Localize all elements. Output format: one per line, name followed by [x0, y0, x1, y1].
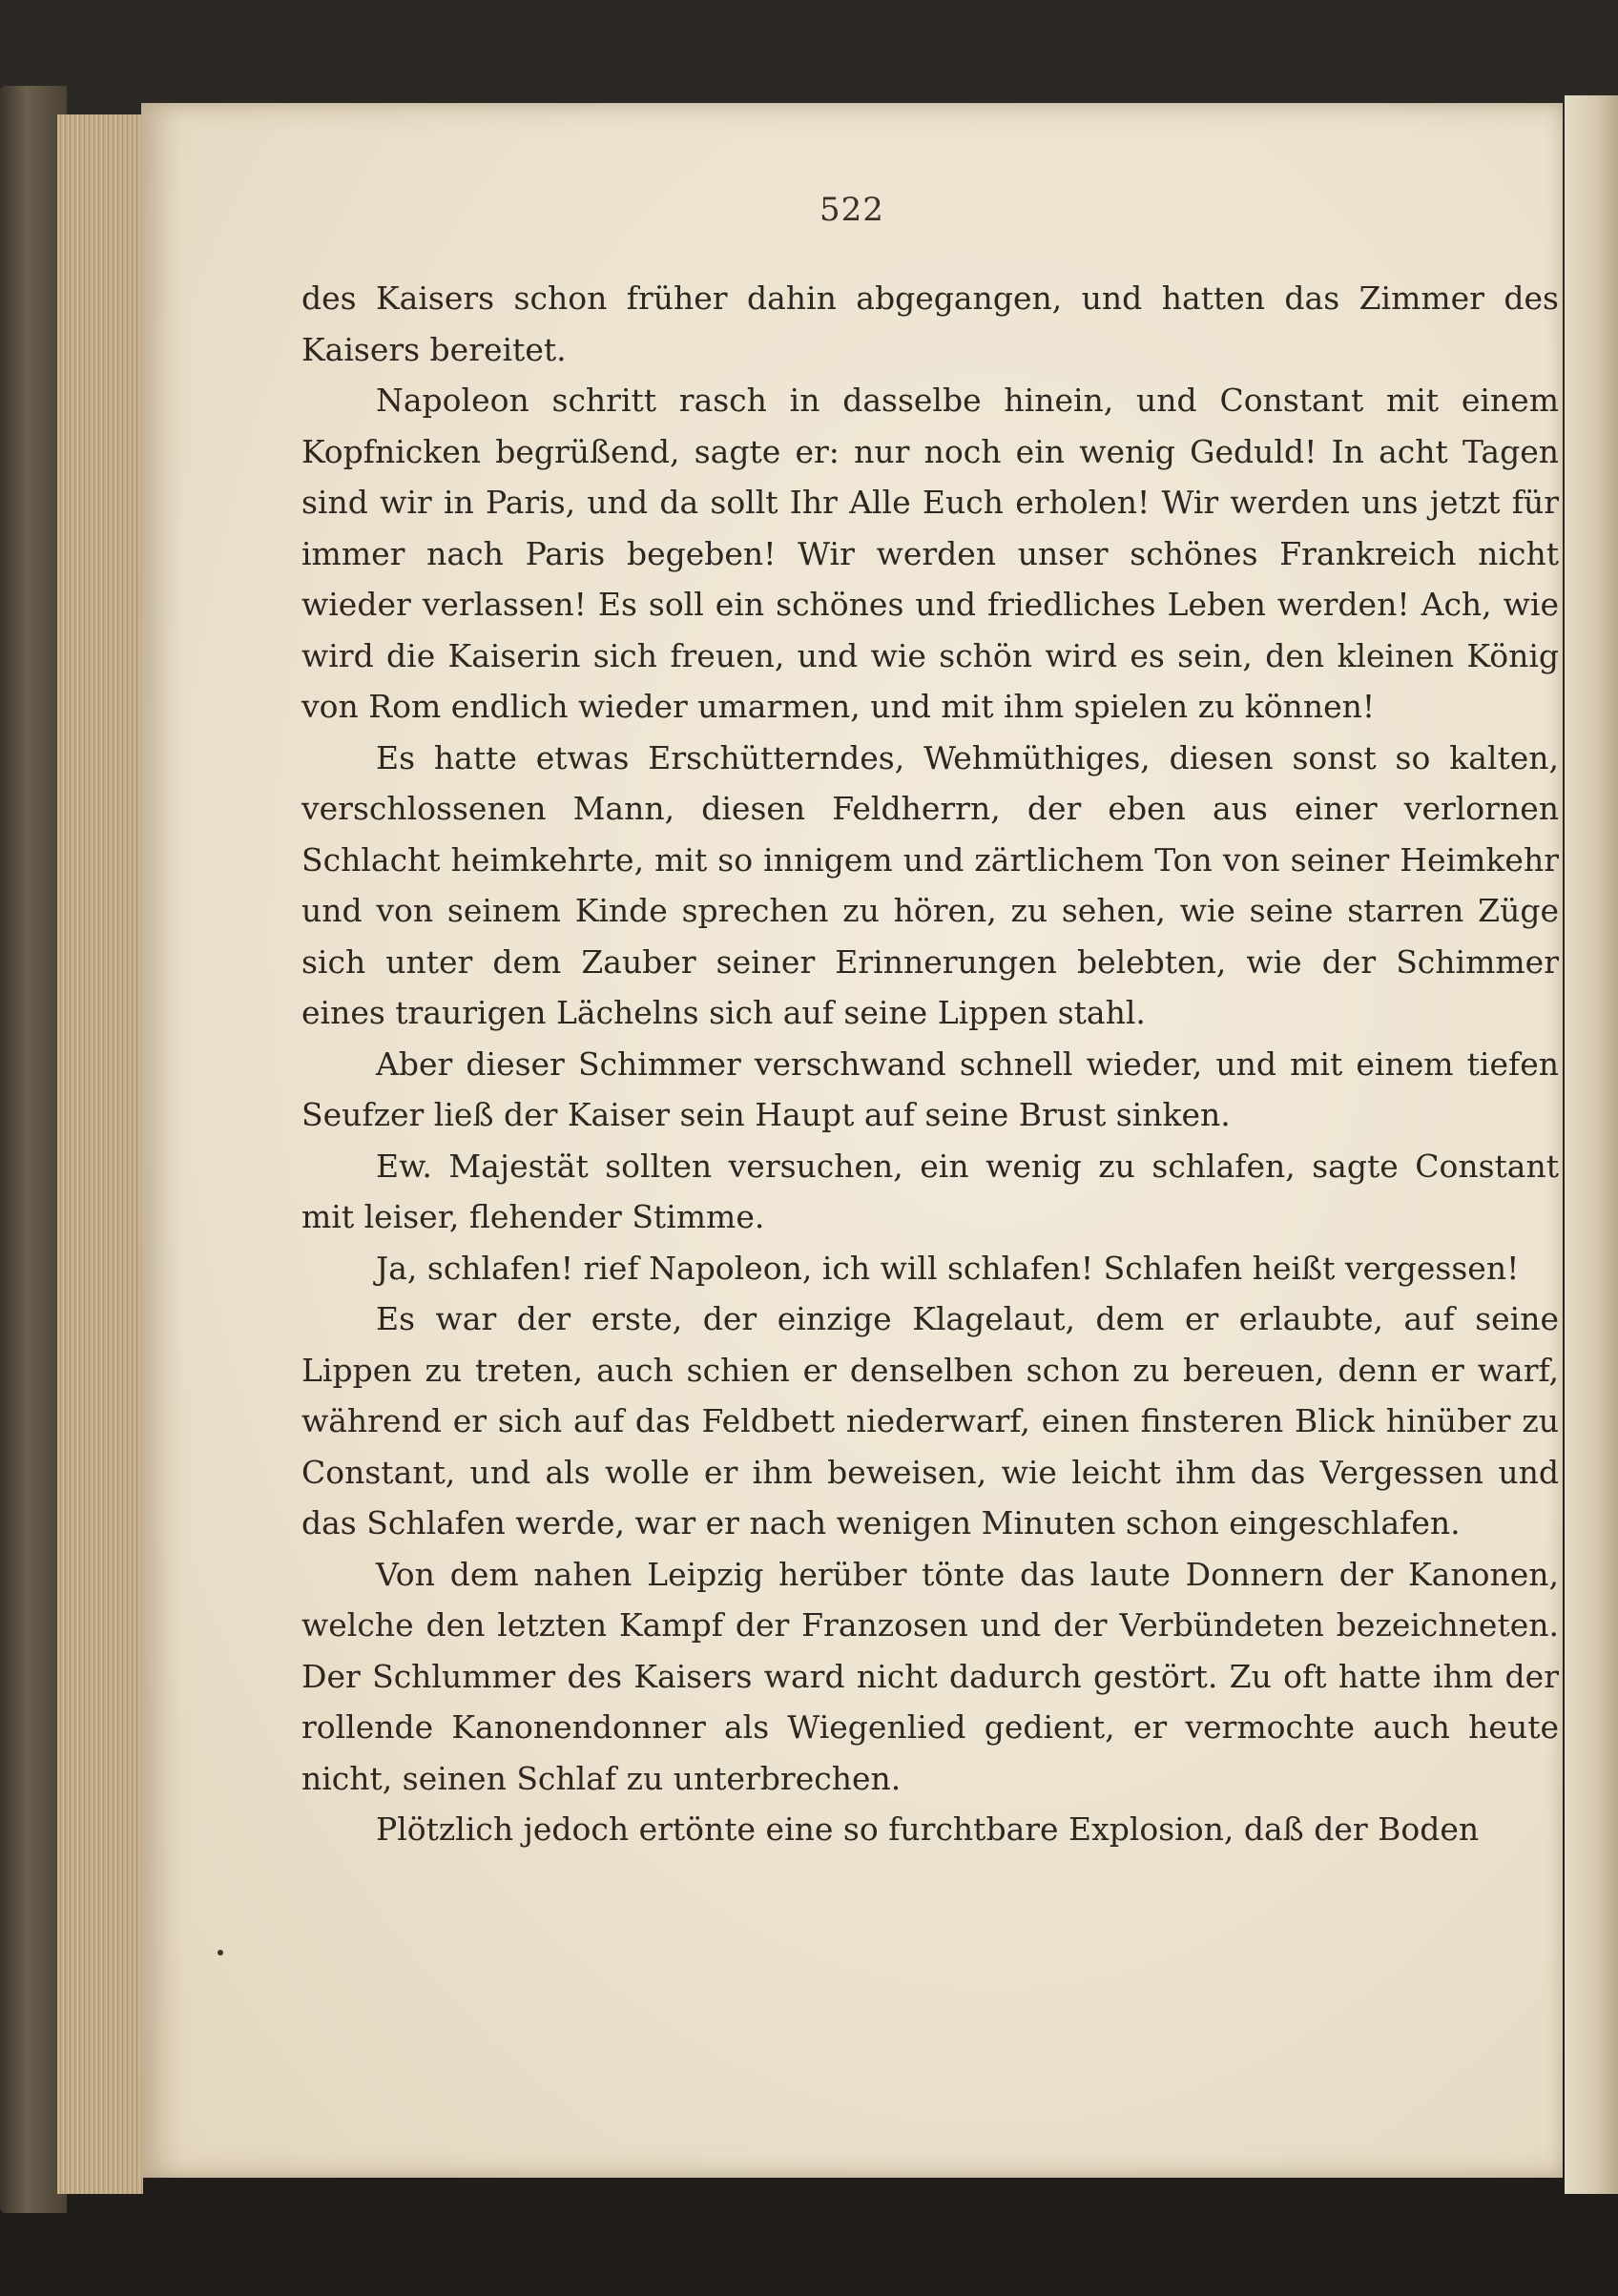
paragraph: Von dem nahen Leipzig herüber tönte das laute Donnern der Kanonen, welche den letzten Kampf der Franzosen und der Verbündeten bezeichneten. Der Schlummer des Kaisers ward nicht dadurch gestört. Zu oft hatte ihm der rollende Kanonendonner als Wiegenlied gedient, er vermochte auch heute nicht, seinen Schlaf zu unterbrechen.	[301, 1555, 1559, 1797]
paragraph: des Kaisers schon früher dahin abgegangen, und hatten das Zimmer des Kaisers bereitet.	[301, 279, 1559, 368]
page-edges	[57, 114, 143, 2194]
page-text	[301, 273, 1559, 1855]
paragraph: Es war der erste, der einzige Klagelaut, dem er erlaubte, auf seine Lippen zu treten, auch schien er denselben schon zu bereuen, denn er warf, während er sich auf das Feldbett niederwarf, einen finsteren Blick hinüber zu Constant, und als wolle er ihm beweisen, wie leicht ihm das Vergessen und das Schlafen werde, war er nach wenigen Minuten schon eingeschlafen.	[301, 1300, 1559, 1541]
paragraph: Ew. Majestät sollten versuchen, ein wenig zu schlafen, sagte Constant mit leiser, flehender Stimme.	[301, 1147, 1559, 1235]
paragraph: Napoleon schritt rasch in dasselbe hinein, und Constant mit einem Kopfnicken begrüßend, sagte er: nur noch ein wenig Geduld! In acht Tagen sind wir in Paris, und da sollt Ihr Alle Euch erholen! Wir werden uns jetzt für immer nach Paris begeben! Wir werden unser schönes Frankreich nicht wieder verlassen! Es soll ein schönes und friedliches Leben werden! Ach, wie wird die Kaiserin sich freuen, und wie schön wird es sein, den kleinen König von Rom endlich wieder umarmen, und mit ihm spielen zu können!	[301, 382, 1559, 725]
paragraph: Ja, schlafen! rief Napoleon, ich will schlafen! Schlafen heißt vergessen!	[376, 1249, 1520, 1287]
page-number: 522	[819, 191, 884, 229]
facing-page-edge	[1565, 95, 1618, 2194]
book-page	[141, 103, 1563, 2178]
paragraph: Es hatte etwas Erschütterndes, Wehmüthiges, diesen sonst so kalten, verschlossenen Mann, diesen Feldherrn, der eben aus einer verlornen Schlacht heimkehrte, mit so innigem und zärtlichem Ton von seiner Heimkehr und von seinem Kinde sprechen zu hören, zu sehen, wie seine starren Züge sich unter dem Zauber seiner Erinnerungen belebten, wie der Schimmer eines traurigen Lächelns sich auf seine Lippen stahl.	[301, 738, 1559, 1031]
paragraph: Plötzlich jedoch ertönte eine so furchtbare Explosion, daß der Boden	[376, 1810, 1480, 1848]
paragraph: Aber dieser Schimmer verschwand schnell wieder, und mit einem tiefen Seufzer ließ der Kaiser sein Haupt auf seine Brust sinken.	[301, 1045, 1559, 1133]
ink-speck	[218, 1950, 223, 1955]
